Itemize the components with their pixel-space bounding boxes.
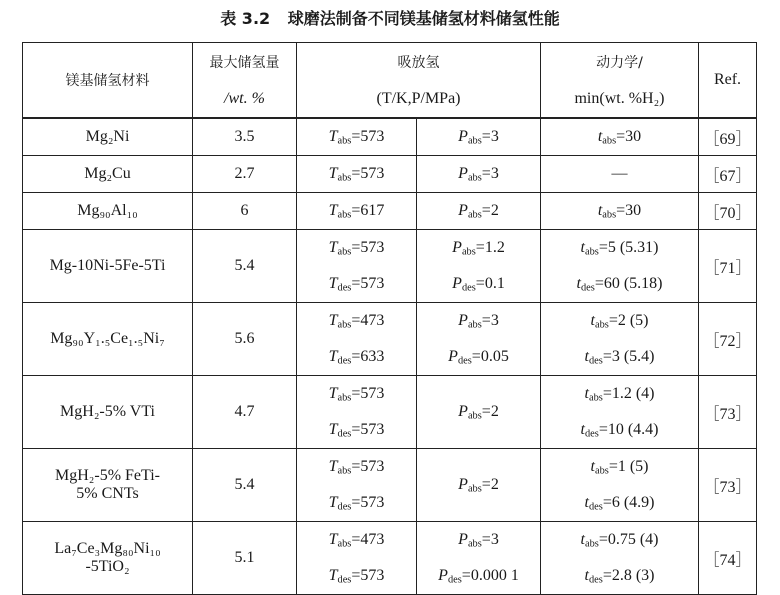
material-cell: MgH₂-5% FeTi- 5% CNTs — [23, 449, 193, 522]
temperature-cell: $T_{abs}=473$ — [297, 303, 417, 340]
temperature-cell: $T_{abs}=473$ — [297, 522, 417, 559]
pressure-cell: $P_{abs}=3$ — [417, 303, 541, 340]
header-absorption: 吸放氢 — [297, 43, 541, 82]
capacity-cell: 5.6 — [193, 303, 297, 376]
header-capacity-unit: /wt. % — [193, 81, 297, 118]
ref-cell: ［73］ — [699, 376, 757, 449]
temperature-cell: $T_{des}=573$ — [297, 485, 417, 522]
temperature-cell: $T_{abs}=573$ — [297, 376, 417, 413]
table-row — [23, 522, 757, 559]
temperature-cell: $T_{abs}=573$ — [297, 230, 417, 267]
table-caption — [0, 6, 780, 29]
pressure-cell: $P_{abs}=2$ — [417, 193, 541, 230]
temperature-cell: $T_{abs}=573$ — [297, 118, 417, 156]
capacity-cell: 4.7 — [193, 376, 297, 449]
temperature-cell: $T_{abs}=573$ — [297, 449, 417, 486]
material-cell: Mg₉₀Al₁₀ — [23, 193, 193, 230]
header-ref: Ref. — [699, 43, 757, 119]
ref-cell: ［69］ — [699, 118, 757, 156]
ref-cell: ［73］ — [699, 449, 757, 522]
kinetics-cell: $t_{abs}=30$ — [541, 193, 699, 230]
ref-cell: ［72］ — [699, 303, 757, 376]
temperature-cell: $T_{des}=573$ — [297, 558, 417, 595]
capacity-cell: 3.5 — [193, 118, 297, 156]
kinetics-cell: $t_{abs}=5$ (5.31) — [541, 230, 699, 267]
capacity-cell: 6 — [193, 193, 297, 230]
pressure-cell: $P_{abs}=3$ — [417, 118, 541, 156]
capacity-cell: 5.1 — [193, 522, 297, 595]
pressure-cell: $P_{abs}=3$ — [417, 156, 541, 193]
pressure-cell: $P_{abs}=2$ — [417, 376, 541, 449]
table-row — [23, 449, 757, 486]
capacity-cell: 5.4 — [193, 449, 297, 522]
capacity-cell: 2.7 — [193, 156, 297, 193]
kinetics-cell: $t_{des}=60$ (5.18) — [541, 266, 699, 303]
ref-cell: ［70］ — [699, 193, 757, 230]
temperature-cell: $T_{des}=633$ — [297, 339, 417, 376]
pressure-cell: $P_{abs}=3$ — [417, 522, 541, 559]
temperature-cell: $T_{abs}=573$ — [297, 156, 417, 193]
header-absorption-unit: (T/K,P/MPa) — [297, 81, 541, 118]
table-row — [23, 118, 757, 156]
kinetics-cell: $t_{abs}=2$ (5) — [541, 303, 699, 340]
kinetics-cell: $t_{abs}=30$ — [541, 118, 699, 156]
kinetics-cell: $t_{abs}=1.2$ (4) — [541, 376, 699, 413]
table-row — [23, 230, 757, 267]
header-kinetics-unit: min(wt. %H₂) — [541, 81, 699, 118]
capacity-cell: 5.4 — [193, 230, 297, 303]
pressure-cell: $P_{des}=0.1$ — [417, 266, 541, 303]
material-cell: MgH₂-5% VTi — [23, 376, 193, 449]
kinetics-cell: $t_{abs}=0.75$ (4) — [541, 522, 699, 559]
table-row — [23, 376, 757, 413]
kinetics-cell: $t_{des}=3$ (5.4) — [541, 339, 699, 376]
pressure-cell: $P_{abs}=2$ — [417, 449, 541, 522]
table-row — [23, 156, 757, 193]
material-cell: Mg₂Ni — [23, 118, 193, 156]
kinetics-cell: $t_{abs}=1$ (5) — [541, 449, 699, 486]
temperature-cell: $T_{des}=573$ — [297, 266, 417, 303]
kinetics-cell: $t_{des}=6$ (4.9) — [541, 485, 699, 522]
ref-cell: ［71］ — [699, 230, 757, 303]
caption-number: 表 3.2 — [220, 9, 271, 28]
header-material: 镁基储氢材料 — [23, 43, 193, 119]
header-kinetics: 动力学/ — [541, 43, 699, 82]
table-row — [23, 303, 757, 340]
temperature-cell: $T_{des}=573$ — [297, 412, 417, 449]
kinetics-cell: — — [541, 156, 699, 193]
table-row — [23, 193, 757, 230]
kinetics-cell: $t_{des}=10$ (4.4) — [541, 412, 699, 449]
pressure-cell: $P_{des}=0.000$ 1 — [417, 558, 541, 595]
material-cell: Mg-10Ni-5Fe-5Ti — [23, 230, 193, 303]
kinetics-cell: $t_{des}=2.8$ (3) — [541, 558, 699, 595]
caption-title: 球磨法制备不同镁基储氢材料储氢性能 — [287, 9, 560, 28]
header-capacity: 最大储氢量 — [193, 43, 297, 82]
pressure-cell: $P_{des}=0.05$ — [417, 339, 541, 376]
material-cell: Mg₉₀Y₁.₅Ce₁.₅Ni₇ — [23, 303, 193, 376]
material-cell: La₇Ce₃Mg₈₀Ni₁₀ -5TiO₂ — [23, 522, 193, 595]
ref-cell: ［74］ — [699, 522, 757, 595]
storage-performance-table — [22, 42, 757, 595]
material-cell: Mg₂Cu — [23, 156, 193, 193]
ref-cell: ［67］ — [699, 156, 757, 193]
temperature-cell: $T_{abs}=617$ — [297, 193, 417, 230]
pressure-cell: $P_{abs}=1.2$ — [417, 230, 541, 267]
